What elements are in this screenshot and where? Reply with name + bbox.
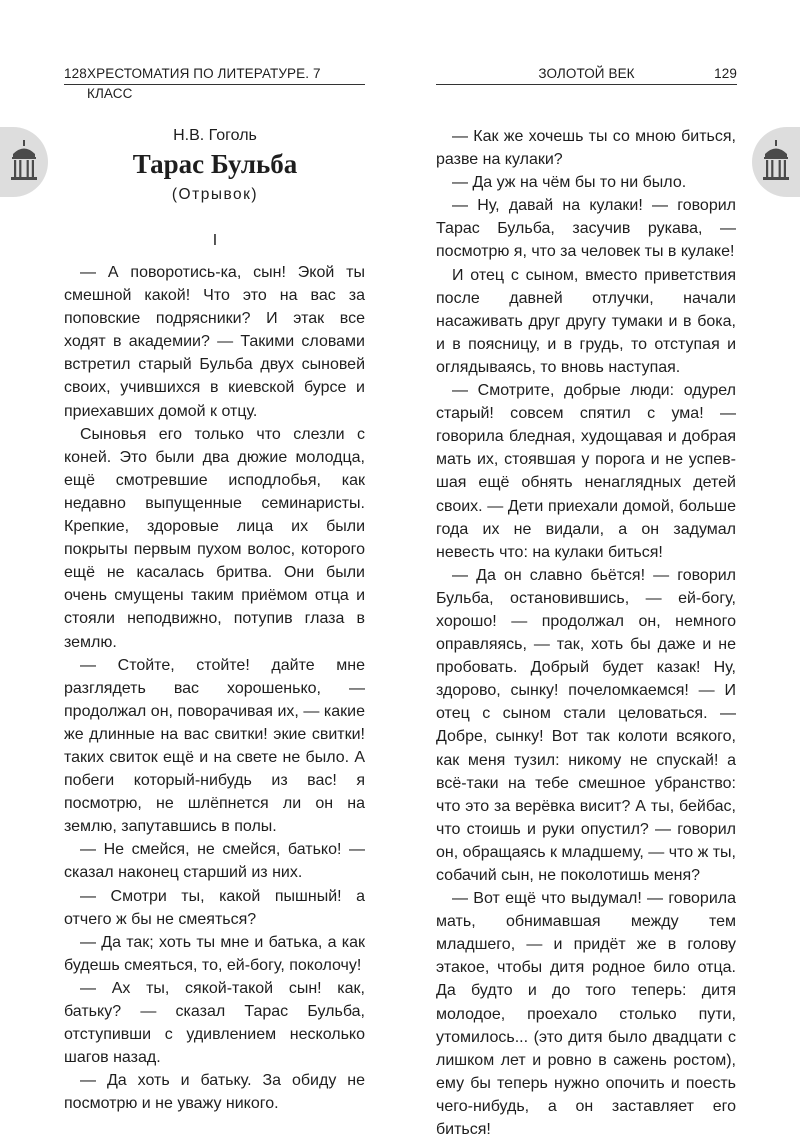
work-title: Тарас Бульба bbox=[132, 149, 298, 179]
left-header-rule bbox=[64, 84, 365, 85]
chapter-number: I bbox=[212, 232, 218, 249]
author-name: Н.В. Гоголь bbox=[173, 127, 257, 144]
work-subtitle: (Отрывок) bbox=[171, 186, 259, 203]
paragraph: — Да он славно бьётся! — говорил Бульба, остановившись, — ей-богу, хорошо! — продолжал он, немного оправляясь, — так, хоть бы даже и не пробовать. Добрый будет казак! Ну, здорово, сынку! почеломкаемся! — И отец с сыном стали целоваться. — Добре, сынку! Вот так колоти всякого, как меня тузил: никому не спускай! а всё-таки на тебе смешное убранство: что это за верёвка висит? А ты, бейбас, что стоишь и руки опустил? — говорил он, обращаясь к младшему, — что ж ты, собачий сын, не поколотишь меня? bbox=[436, 566, 736, 884]
paragraph: И отец с сыном, вместо приветствия после давней отлучки, начали насаживать друг другу тумаки и в бока, и в поясницу, и в грудь, то отступая и оглядываясь, то вновь наступая. bbox=[436, 266, 736, 376]
right-page bbox=[400, 0, 800, 1139]
paragraph: — Смотрите, добрые люди: одурел старый! совсем спятил с ума! — говорила бледная, худощавая и добрая мать их, стоявшая у порога и не успевшая ещё обнять ненаглядных детей своих. — Дети приехали домой, больше года их не видали, а он задумал невесть что: на кулаки биться! bbox=[436, 382, 736, 561]
columned-building-icon bbox=[10, 140, 38, 184]
paragraph: Сыновья его только что слезли с коней. Это были два дюжие молодца, ещё смотревшие исподлобья, как недавно выпущенные семинаристы. Крепкие, здоровые лица их были покрыты первым пухом волос, которого ещё не касалась бритва. Они были очень смущены таким приёмом отца и стояли неподвижно, потупив глаза в землю. bbox=[64, 425, 365, 651]
paragraph: — Смотри ты, какой пышный! а отчего ж бы не смеяться? bbox=[64, 887, 365, 928]
paragraph: — Ах ты, сякой-такой сын! как, батьку? — сказал Тарас Бульба, отступивши с удивлением несколько шагов назад. bbox=[64, 979, 365, 1067]
paragraph: — Да так; хоть ты мне и батька, а как будешь смеяться, то, ей-богу, поколочу! bbox=[64, 933, 365, 974]
right-thumb-tab bbox=[752, 127, 800, 197]
right-header-rule bbox=[436, 84, 737, 85]
paragraph: — А поворотись-ка, сын! Экой ты смешной какой! Что это на вас за поповские подрясники? И этак все ходят в академии? — Такими словами встретил старый Бульба двух сыновей своих, учившихся в киевской бурсе и приехавших домой к отцу. bbox=[64, 264, 365, 420]
left-running-header bbox=[64, 64, 365, 101]
paragraph: — Ну, давай на кулаки! — говорил Тарас Бульба, засучив рукава, — посмотрю я, что за человек ты в кулаке! bbox=[436, 197, 736, 261]
right-running-title: ЗОЛОТОЙ ВЕК bbox=[538, 66, 635, 81]
paragraph: — Как же хочешь ты со мною биться, разве на кулаки? bbox=[436, 128, 736, 169]
left-page bbox=[0, 0, 400, 1113]
paragraph: — Да уж на чём бы то ни было. bbox=[452, 174, 687, 192]
paragraph: — Не смейся, не смейся, батько! — сказал наконец старший из них. bbox=[64, 841, 365, 882]
left-running-title: ХРЕСТОМАТИЯ ПО ЛИТЕРАТУРЕ. 7 КЛАСС bbox=[87, 66, 321, 101]
right-body-text bbox=[436, 125, 736, 1141]
left-page-number: 128 bbox=[64, 66, 87, 81]
right-page-number: 129 bbox=[714, 66, 737, 81]
left-body-text bbox=[64, 261, 365, 1115]
paragraph: — Вот ещё что выдумал! — говорила мать, обнимавшая между тем младшего, — и придёт же в голову этакое, чтобы дитя родное било отца. Да будто и до того теперь: дитя молодое, проехало столько пути, утомилось... (это дитя было двадцати с лишком лет и ровно в сажень ростом), ему бы теперь нужно опочить и поесть чего-нибудь, а он заставляет его биться! bbox=[436, 890, 736, 1139]
left-thumb-tab bbox=[0, 127, 48, 197]
paragraph: — Стойте, стойте! дайте мне разглядеть вас хорошенько, — продолжал он, поворачивая их, — какие же длинные на вас свитки! экие свитки! таких свиток ещё и на свете не было. А побеги который-нибудь из вас! я посмотрю, не шлёпнется ли он на землю, запутавшись в полы. bbox=[64, 656, 365, 836]
columned-building-icon bbox=[762, 140, 790, 184]
right-running-header bbox=[436, 64, 737, 84]
paragraph: — Да хоть и батьку. За обиду не посмотрю и не уважу никого. bbox=[64, 1072, 365, 1113]
